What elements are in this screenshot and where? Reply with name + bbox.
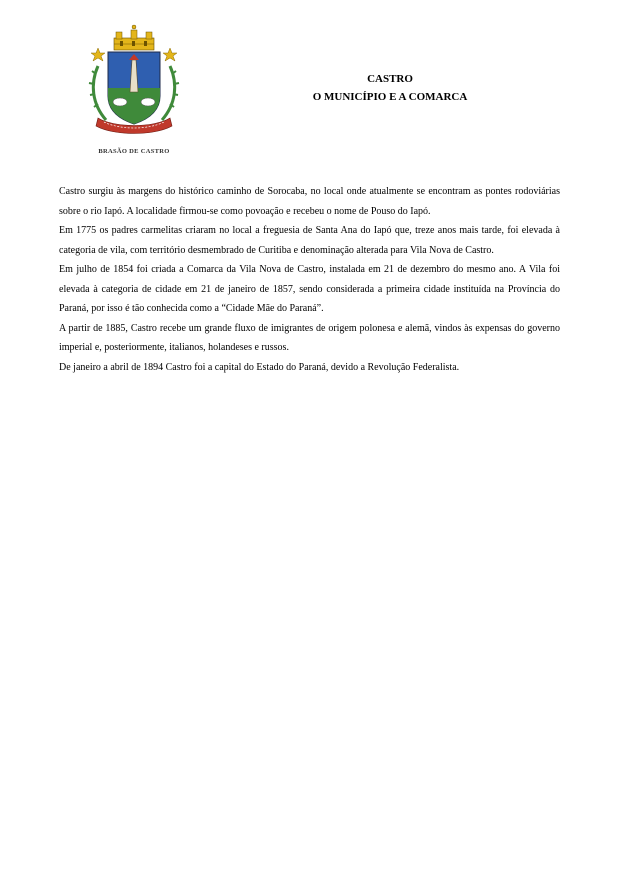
paragraph: Em 1775 os padres carmelitas criaram no local a freguesia de Santa Ana do Iapó que, treze anos mais tarde, foi elevada à categoria de vila, com território desmembrado de Curitiba e denominação alterada para Vila Nova de Castro.	[59, 225, 560, 256]
coat-of-arms-caption: BRASÃO DE CASTRO	[98, 148, 170, 155]
paragraph: Em julho de 1854 foi criada a Comarca da Vila Nova de Castro, instalada em 21 de dezembro do mesmo ano. A Vila foi elevada à categoria de cidade em 21 de janeiro de 1857, sendo considerada a primeira cidade instituída na Província do Paraná, por isso é tão conhecida como a “Cidade Mãe do Paraná”.	[59, 264, 560, 314]
coat-of-arms	[84, 22, 184, 140]
page-title: CASTRO	[367, 73, 413, 85]
paragraph: A partir de 1885, Castro recebe um grande fluxo de imigrantes de origem polonesa e alemã, vindos às expensas do governo imperial e, posteriormente, italianos, holandeses e russos.	[59, 322, 560, 353]
page-subtitle: O MUNICÍPIO E A COMARCA	[312, 91, 468, 103]
paragraph: Castro surgiu às margens do histórico caminho de Sorocaba, no local onde atualmente se encontram as pontes rodoviárias sobre o rio Iapó. A localidade firmou-se como povoação e recebeu o nome de Pouso do Iapó.	[59, 186, 560, 217]
star-icon	[163, 48, 177, 61]
star-icon	[91, 48, 105, 61]
coat-of-arms-icon	[84, 22, 184, 140]
page-title-block	[290, 70, 490, 106]
paragraph: De janeiro a abril de 1894 Castro foi a capital do Estado do Paraná, devido a Revolução Federalista.	[59, 361, 460, 373]
document-body	[59, 182, 560, 377]
crown-icon	[114, 25, 154, 50]
